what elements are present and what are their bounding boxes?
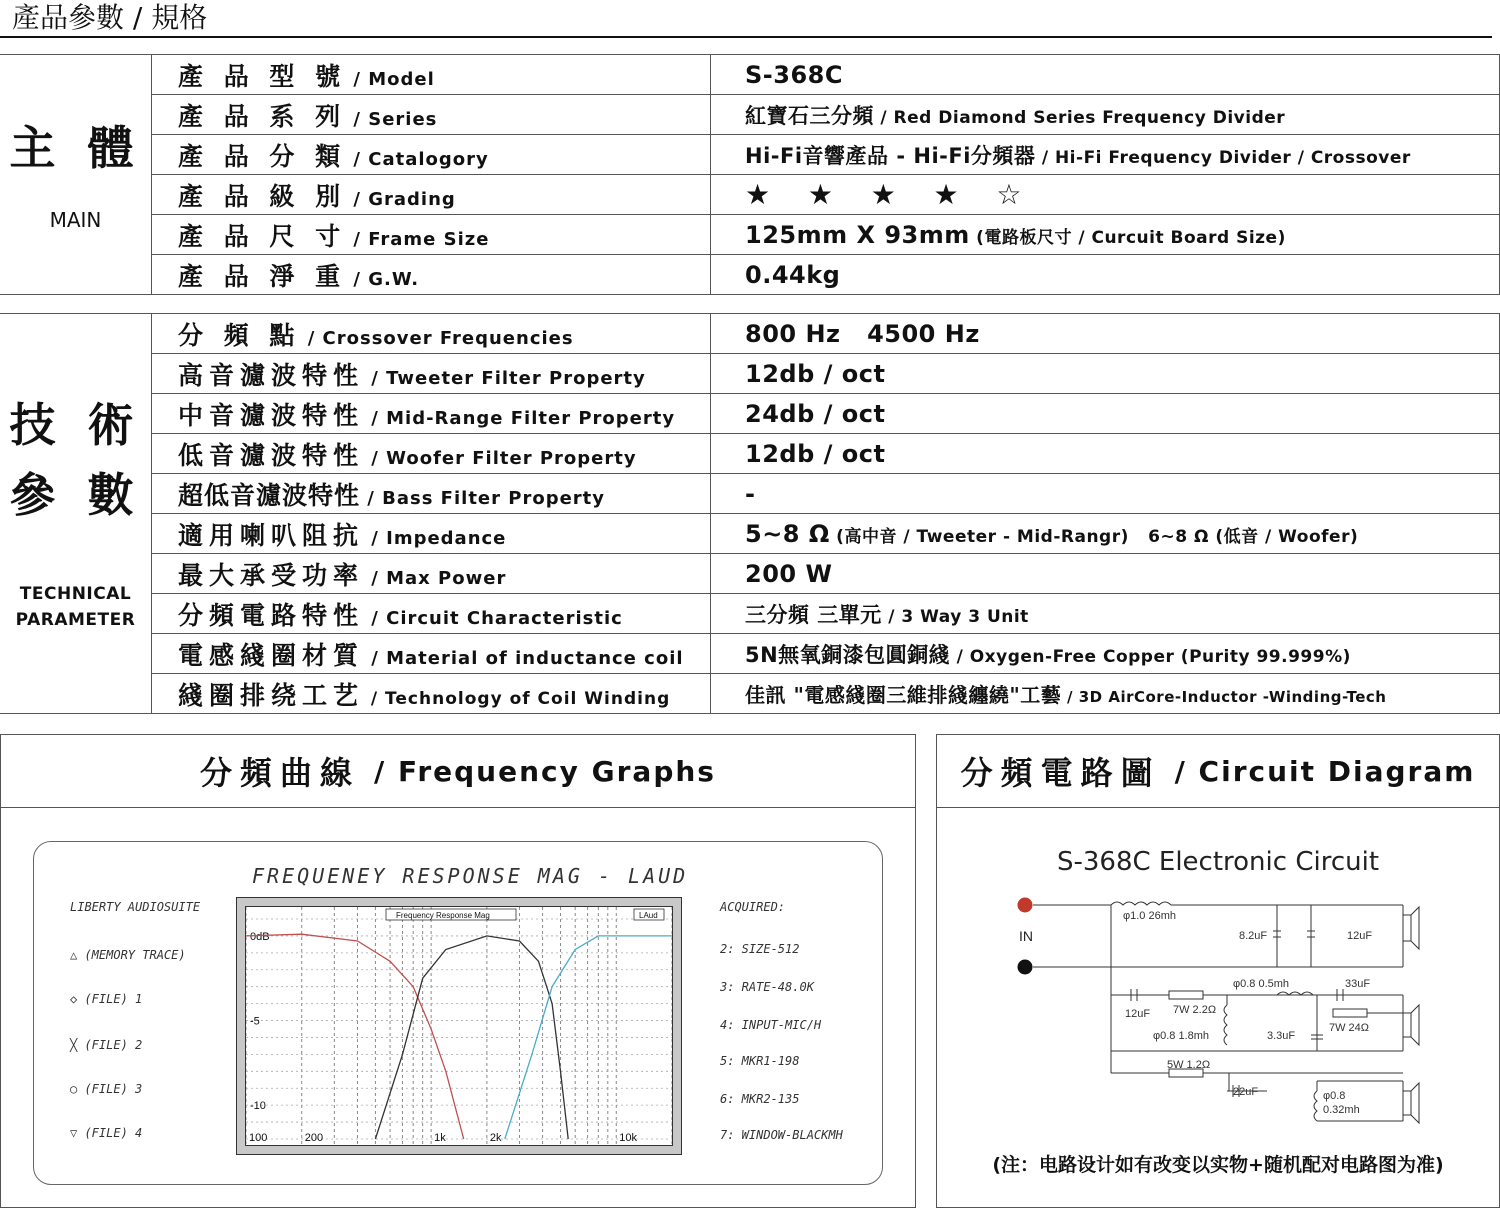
spec-label	[152, 394, 711, 434]
graph-legend-item: ◇ (FILE) 1	[70, 992, 143, 1006]
spec-value-main: S-368C	[745, 60, 843, 89]
spec-value-sub: / Red Diamond Series Frequency Divider	[874, 107, 1286, 128]
spec-row	[0, 554, 1500, 594]
circuit-diagram-title-zh: 分頻電路圖	[960, 754, 1161, 792]
x-tick-label: 10k	[619, 1132, 638, 1144]
spec-label-zh: 超低音濾波特性	[178, 480, 361, 510]
spec-value	[711, 634, 1500, 674]
spec-label-zh: 適用喇叭阻抗	[178, 520, 365, 550]
spec-value-main: 5~8 Ω	[745, 519, 830, 548]
spec-label	[152, 175, 711, 215]
spec-value-sub: / Oxygen-Free Copper (Purity 99.999%)	[950, 646, 1351, 667]
in-label: IN	[1019, 928, 1033, 944]
component-label: 7W 24Ω	[1329, 1022, 1370, 1034]
graph-legend-item: △ (MEMORY TRACE)	[70, 948, 186, 962]
spec-value-sub: / Hi-Fi Frequency Divider / Crossover	[1035, 147, 1411, 168]
spec-row	[0, 514, 1500, 554]
component-label: φ0.8	[1323, 1090, 1346, 1102]
spec-label-zh: 綫圈排绕工艺	[178, 680, 365, 710]
inductor-icon	[1111, 902, 1171, 905]
spec-label-zh: 電感綫圈材質	[178, 640, 365, 670]
spec-label	[152, 215, 711, 255]
spec-label	[152, 354, 711, 394]
spec-label-en: / Model	[346, 68, 435, 90]
spec-label-zh: 產 品 分 類	[178, 141, 347, 171]
component-label: φ0.8 1.8mh	[1153, 1030, 1210, 1042]
y-tick-label: 0dB	[250, 930, 270, 943]
spec-row	[0, 135, 1500, 175]
spec-value	[711, 175, 1500, 215]
spec-value-sub: (高中音 / Tweeter - Mid-Rangr) 6~8 Ω (低音 / Woofer)	[829, 526, 1359, 547]
circuit-diagram-panel	[936, 734, 1500, 1208]
spec-value	[711, 314, 1500, 354]
spec-label	[152, 255, 711, 295]
midrange-speaker-icon	[1403, 1013, 1411, 1037]
component-label: 12uF	[1125, 1008, 1151, 1020]
spec-label-zh: 產 品 級 別	[178, 181, 347, 211]
spec-value	[711, 55, 1500, 95]
technical-group-cell	[0, 314, 152, 714]
spec-value	[711, 674, 1500, 714]
spec-label	[152, 434, 711, 474]
frequency-graphs-title-zh: 分頻曲線	[200, 754, 361, 792]
component-label: 8.2uF	[1239, 930, 1268, 942]
circuit-note: (注：电路设计如有改变以实物+随机配对电路图为准)	[992, 1154, 1444, 1176]
frequency-graphs-panel	[0, 734, 916, 1208]
spec-label-en: / Series	[346, 108, 438, 130]
plot-area	[236, 897, 682, 1155]
spec-label-zh: 高音濾波特性	[178, 360, 365, 390]
spec-label	[152, 135, 711, 175]
frequency-graphs-title-en: / Frequency Graphs	[374, 754, 716, 788]
graph-legend-item: ╳ (FILE) 2	[70, 1038, 143, 1052]
spec-label-zh: 最大承受功率	[178, 560, 365, 590]
rating-stars: ★ ★ ★ ★ ☆	[745, 178, 1036, 211]
graph-info-item: 7: WINDOW-BLACKMH	[720, 1128, 843, 1142]
technical-group-title-1: 技 術	[9, 397, 142, 452]
spec-label-zh: 產 品 系 列	[178, 101, 347, 131]
spec-value	[711, 95, 1500, 135]
spec-label	[152, 594, 711, 634]
spec-label	[152, 95, 711, 135]
title-divider	[0, 36, 1492, 38]
spec-value-main: 0.44kg	[745, 260, 841, 289]
series-line-1	[246, 934, 464, 1139]
spec-value-sub: / 3 Way 3 Unit	[881, 606, 1029, 627]
spec-label-zh: 分 頻 點	[178, 320, 301, 350]
technical-group-title-2: 參 數	[9, 467, 142, 522]
spec-value-main: 12db / oct	[745, 359, 886, 388]
component-label: 22uF	[1233, 1086, 1259, 1098]
main-group-cell	[0, 55, 152, 295]
spec-value-main: 佳訊 "電感綫圈三維排綫纏繞"工藝	[745, 683, 1062, 707]
spec-value-main: Hi-Fi音響產品 - Hi-Fi分頻器	[745, 143, 1036, 168]
spec-label	[152, 55, 711, 95]
technical-group-subtitle-2: PARAMETER	[15, 609, 136, 630]
spec-value-main: 24db / oct	[745, 399, 886, 428]
circuit-schematic	[937, 735, 1499, 1207]
technical-group-subtitle-1: TECHNICAL	[19, 583, 132, 604]
positive-terminal-icon	[1018, 898, 1032, 912]
spec-label-en: / Bass Filter Property	[360, 487, 606, 509]
spec-label-zh: 產 品 淨 重	[178, 261, 347, 291]
main-spec-table	[0, 54, 1500, 295]
main-group-subtitle: MAIN	[49, 207, 102, 232]
spec-label-zh: 分頻電路特性	[178, 600, 365, 630]
graph-info-item: 6: MKR2-135	[720, 1092, 800, 1106]
spec-label	[152, 514, 711, 554]
spec-value	[711, 255, 1500, 295]
spec-label-en: / Impedance	[364, 527, 507, 549]
graph-legend-item: ▽ (FILE) 4	[70, 1126, 143, 1140]
component-label: 7W 2.2Ω	[1173, 1004, 1217, 1016]
page-title: 產品參數 / 規格	[12, 1, 208, 34]
spec-row	[0, 474, 1500, 514]
graph-title: FREQUENEY RESPONSE MAG - LAUD	[252, 864, 689, 888]
spec-value-sub: / 3D AirCore-Inductor -Winding-Tech	[1061, 688, 1387, 706]
spec-label	[152, 314, 711, 354]
graph-info-item: ACQUIRED:	[720, 900, 786, 914]
x-tick-label: 100	[249, 1132, 268, 1144]
graph-info-item: 2: SIZE-512	[720, 942, 800, 956]
spec-label-zh: 中音濾波特性	[178, 400, 365, 430]
spec-row	[0, 354, 1500, 394]
main-group-title: 主 體	[9, 120, 142, 175]
plot-tag: LAud	[639, 911, 658, 920]
y-tick-label: -5	[250, 1015, 260, 1028]
spec-row	[0, 95, 1500, 135]
spec-label	[152, 674, 711, 714]
spec-value-main: 800 Hz 4500 Hz	[745, 319, 980, 348]
spec-row	[0, 434, 1500, 474]
component-label: 5W 1.2Ω	[1167, 1059, 1211, 1071]
graph-legend-item: LIBERTY AUDIOSUITE	[70, 900, 201, 914]
spec-value-main: 125mm X 93mm	[745, 220, 970, 249]
graph-legend-item: ○ (FILE) 3	[70, 1082, 143, 1096]
component-label: 33uF	[1345, 978, 1371, 990]
spec-value	[711, 215, 1500, 255]
x-tick-label: 2k	[489, 1132, 502, 1144]
spec-label-en: / Max Power	[364, 567, 507, 589]
spec-label-en: / Tweeter Filter Property	[364, 367, 646, 389]
spec-label-en: / Technology of Coil Winding	[364, 688, 671, 709]
technical-spec-table	[0, 313, 1500, 714]
spec-value	[711, 354, 1500, 394]
negative-terminal-icon	[1018, 960, 1032, 974]
spec-value-main: 三分頻 三單元	[745, 602, 882, 627]
spec-value	[711, 394, 1500, 434]
spec-label-en: / Circuit Characteristic	[364, 607, 623, 629]
graph-info-item: 4: INPUT-MIC/H	[720, 1018, 822, 1032]
component-label: 0.32mh	[1323, 1104, 1360, 1116]
component-label: 3.3uF	[1267, 1030, 1296, 1042]
spec-row	[0, 215, 1500, 255]
tweeter-speaker-icon	[1403, 915, 1411, 941]
plot-header: Frequency Response Mag	[396, 911, 490, 920]
component-label: φ1.0 26mh	[1123, 910, 1176, 922]
spec-row	[0, 394, 1500, 434]
spec-row	[0, 175, 1500, 215]
spec-label-en: / Grading	[346, 188, 456, 210]
spec-value-sub: (電路板尺寸 / Curcuit Board Size)	[969, 227, 1286, 248]
spec-label-en: / Material of inductance coil	[364, 647, 684, 669]
spec-row	[0, 594, 1500, 634]
spec-label-en: / Mid-Range Filter Property	[364, 407, 676, 429]
spec-label	[152, 474, 711, 514]
spec-value	[711, 474, 1500, 514]
y-tick-label: -10	[250, 1100, 266, 1113]
component-label: φ0.8 0.5mh	[1233, 978, 1290, 990]
graph-info-item: 3: RATE-48.0K	[720, 980, 814, 994]
spec-value-main: 5N無氧銅漆包圓銅綫	[745, 642, 951, 667]
spec-row	[0, 674, 1500, 714]
graph-frame	[33, 841, 883, 1185]
circuit-title: S-368C Electronic Circuit	[1056, 847, 1380, 877]
spec-value-main: -	[745, 479, 756, 508]
spec-value	[711, 594, 1500, 634]
woofer-speaker-icon	[1403, 1091, 1411, 1115]
spec-label-zh: 產 品 型 號	[178, 61, 347, 91]
spec-label-zh: 產 品 尺 寸	[178, 221, 347, 251]
spec-label	[152, 554, 711, 594]
spec-label-en: / Woofer Filter Property	[364, 447, 637, 469]
spec-value	[711, 135, 1500, 175]
x-tick-label: 200	[304, 1132, 324, 1144]
spec-row	[0, 255, 1500, 295]
circuit-diagram-title-en: / Circuit Diagram	[1174, 754, 1476, 788]
spec-label	[152, 634, 711, 674]
spec-label-en: / Frame Size	[346, 228, 490, 250]
plot-inner	[245, 906, 673, 1146]
spec-value	[711, 434, 1500, 474]
spec-label-en: / G.W.	[346, 268, 420, 290]
frequency-graphs-header	[1, 735, 915, 808]
spec-label-en: / Crossover Frequencies	[300, 327, 574, 349]
spec-label-en: / Catalogory	[346, 148, 489, 170]
spec-value-main: 紅寶石三分頻	[745, 103, 874, 128]
frequency-response-chart	[246, 907, 672, 1145]
component-label: 12uF	[1347, 930, 1373, 942]
spec-value-main: 12db / oct	[745, 439, 886, 468]
x-tick-label: 1k	[434, 1132, 446, 1144]
spec-row	[0, 634, 1500, 674]
graph-info-item: 5: MKR1-198	[720, 1054, 800, 1068]
spec-label-zh: 低音濾波特性	[178, 440, 365, 470]
spec-value	[711, 514, 1500, 554]
spec-value-main: 200 W	[745, 559, 833, 588]
spec-value	[711, 554, 1500, 594]
spec-row	[0, 314, 1500, 354]
spec-row	[0, 55, 1500, 95]
